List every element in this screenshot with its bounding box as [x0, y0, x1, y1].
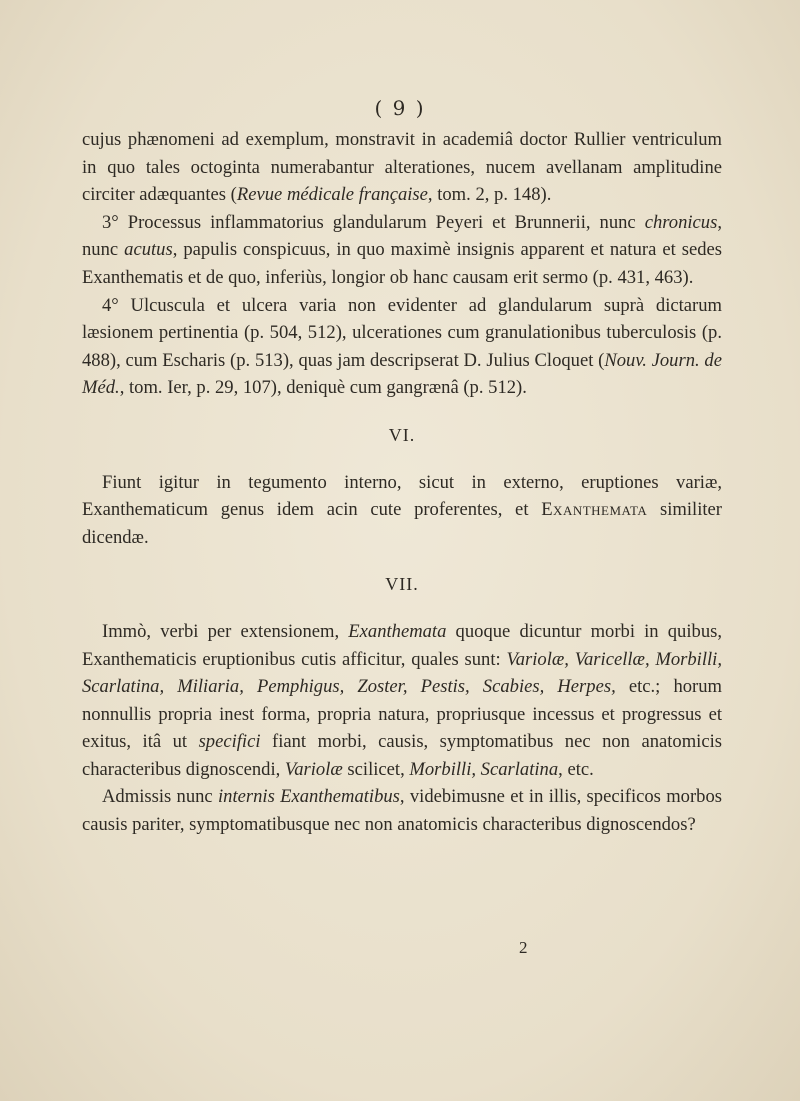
page-number: ( 9 ): [374, 96, 426, 120]
paragraph-3: 4° Ulcuscula et ulcera varia non evidenter ad glandularum suprà dictarum læsionem pertinentia (p. 504, 512), ulcerationes cum granulationibus tuberculosis (p. 488), cum Escharis (p. 513), quas jam descripserat D. Julius Cloquet (Nouv. Journ. de Méd., tom. Ier, p. 29, 107), deniquè cum gangrænâ (p. 512).: [82, 294, 722, 399]
section-heading-vii: VII.: [385, 574, 419, 595]
text-body: [82, 126, 722, 839]
paragraph-2: 3° Processus inflammatorius glandularum Peyeri et Brunnerii, nunc chronicus, nunc acutus, papulis conspicuus, in quo maximè insignis apparent et natura et sedes Exanthematis et de quo, inferiùs, longior ob hanc causam erit sermo (p. 431, 463).: [82, 211, 723, 288]
paragraph-4: Fiunt igitur in tegumento interno, sicut in externo, eruptiones variæ, Exanthematicum genus idem acin cute proferentes, et Exanthemata similiter dicendæ.: [82, 471, 722, 548]
section-heading-vi: VI.: [388, 424, 416, 445]
signature-mark: 2: [519, 938, 528, 957]
paragraph-1: cujus phænomeni ad exemplum, monstravit in academiâ doctor Rullier ventriculum in quo tales octoginta numerabantur alterationes, nucem avellanam amplitudine circiter adæquantes (Revue médicale française, tom. 2, p. 148).: [82, 129, 722, 206]
paragraph-5: Immò, verbi per extensionem, Exanthemata quoque dicuntur morbi in quibus, Exanthematicis eruptionibus cutis afficitur, quales sunt: Variolæ, Varicellæ, Morbilli, Scarlatina, Miliaria, Pemphigus, Zoster, Pestis, Scabies, Herpes, etc.; horum nonnullis propria inest forma, propria natura, propriusque incessus et progressus et exitus, itâ ut specifici fiant morbi, causis, symptomatibus nec non anatomicis characteribus dignoscendi, Variolæ scilicet, Morbilli, Scarlatina, etc.: [82, 620, 723, 780]
paragraph-6: Admissis nunc internis Exanthematibus, videbimusne et in illis, specificos morbos causis pariter, symptomatibusque nec non anatomicis characteribus dignoscendos?: [82, 786, 722, 836]
